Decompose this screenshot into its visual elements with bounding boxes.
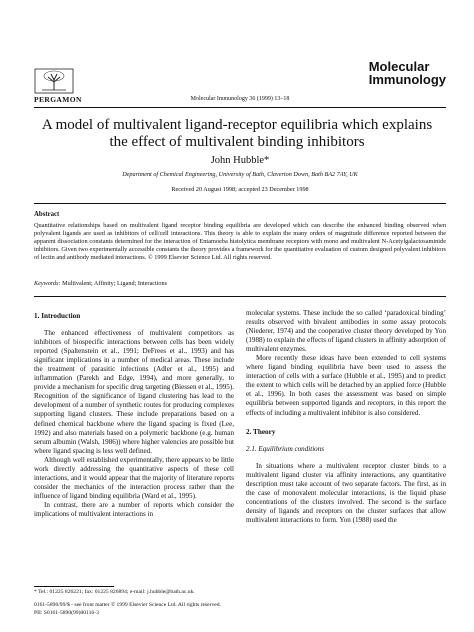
journal-name-line-2: Immunology (368, 72, 446, 87)
right-column (246, 309, 446, 525)
pii-line: PII: S0161-5890(99)00116-3 (34, 610, 99, 616)
journal-name (369, 60, 446, 86)
journal-citation: Molecular Immunology 36 (1999) 13–18 (190, 96, 290, 102)
section-2-1-paragraph-1: In situations where a multivalent receptor cluster binds to a multivalent ligand cluster via affinity interactions, any quantitative description must take account of two separate factors. The first, as in the case of monovalent molecular interactions, is the liquid phase concentrations of the clusters involved. The second is the surface density of ligands and receptors on the cluster surfaces that allow multivalent interactions to form. Yon (1988) used the (246, 461, 446, 524)
keywords-label: Keywords: (34, 280, 61, 287)
received-dates: Received 20 August 1998; accepted 23 December 1998 (171, 186, 309, 193)
journal-name-line-1: Molecular (368, 59, 430, 74)
section-1-paragraph-3-continued: molecular systems. These include the so called ‘paradoxical binding’ results observed with bivalent antibodies in some assay protocols (Niederer, 1974) and the cooperative cluster theory developed by Yon (1988) to explain the effects of ligand clusters in affinity adsorption of multivalent enzymes. (246, 309, 446, 354)
author-affiliation: Department of Chemical Engineering, University of Bath, Claverton Down, Bath BA2 7AY, UK (122, 171, 358, 178)
article-author: John Hubble* (210, 155, 270, 166)
section-1-paragraph-4: More recently these ideas have been extended to cell systems where ligand binding equilibria have been used to assess the interaction of cells with a surface (Hubble et al., 1995) and to predict the extent to which cells will be detached by an applied force (Hubble et al., 1996). In both cases the assessment was based on simple equilibria between supported ligands and receptors, in this report the effects of including a multivalent inhibitor is also considered. (246, 354, 446, 417)
keywords-list: Multivalent; Affinity; Ligand; Interactions (62, 280, 168, 287)
copyright-line: 0161-5890/99/$ - see front matter © 1999 Elsevier Science Ltd. All rights reserved. (34, 602, 221, 608)
abstract-bottom-rule (34, 296, 446, 297)
publisher-name: PERGAMON (34, 95, 82, 104)
section-2-heading: 2. Theory (246, 427, 276, 436)
section-1-paragraph-1: The enhanced effectiveness of multivalent competitors as inhibitors of biospecific interactions between cells has been widely reported (Spaltenstein et al., 1991; DeFrees et al., 1993) and has significant implications in a number of medical areas. These include the treatment of parasitic infections (Adler et al., 1995) and inflammation (Parekh and Edge, 1994), and more generally, to provide a mechanism for specific drug targeting (Biessen et al., 1995). Recognition of the significance of ligand clustering has lead to the development of a number of synthetic routes for producing complexes supporting ligand clusters. These include preparations based on a defined chemical backbone where the ligand spacing is fixed (Lee, 1992) and also materials based on a polymeric backbone (e.g. human serum albumin (Walsh, 1986)) where higher valencies are possible but where ligand spacing is less well defined. (34, 329, 234, 455)
masthead (34, 60, 446, 106)
section-2-1-heading: 2.1. Equilibrium conditions (246, 444, 325, 453)
abstract-heading: Abstract (34, 211, 60, 218)
section-1-paragraph-2: Although well established experimentally, there appears to be little work directly addressing the quantitative aspects of these cell interactions, and it would appear that the majority of literature reports consider the mechanics of the interaction process rather than the influence of ligand binding equilibria (Ward et al., 1995). (34, 455, 234, 500)
article-title: A model of multivalent ligand-receptor equilibria which explains the effect of multivalent binding inhibitors (41, 117, 433, 150)
footnote-rule (34, 586, 114, 587)
abstract-top-rule (34, 203, 446, 204)
abstract-text: Quantitative relationships based on multivalent ligand receptor binding equilibria are developed which can describe the enhanced binding observed when polyvalent ligands are used as inhibitors of cell/cell interactions. This theory is able to explain the many orders of magnitude difference reported between the apparent dissociation constants determined for the interaction of Entamoeba histolytica membrane receptors with mono and multivalent N-Acetylgalactosaminide inhibitors. Given two experimentally accessible constants the theory provides a framework for the quantitative evaluation of custom designed polyvalent inhibitors of lectin and antibody mediated interactions. © 1999 Elsevier Science Ltd. All rights reserved. (34, 222, 446, 261)
keywords (34, 280, 446, 287)
left-column (34, 312, 234, 519)
author-footnote: * Tel.: 01225 826221; fax: 01225 826894; e-mail: j.hubble@bath.ac.uk. (34, 589, 195, 595)
masthead-rule (34, 107, 446, 108)
copyright-block (34, 601, 221, 617)
elsevier-tree-logo-icon (34, 68, 74, 94)
section-1-heading: 1. Introduction (34, 312, 81, 320)
section-1-paragraph-3: In contrast, there are a number of reports which consider the implications of multivalent interactions in (34, 500, 234, 518)
